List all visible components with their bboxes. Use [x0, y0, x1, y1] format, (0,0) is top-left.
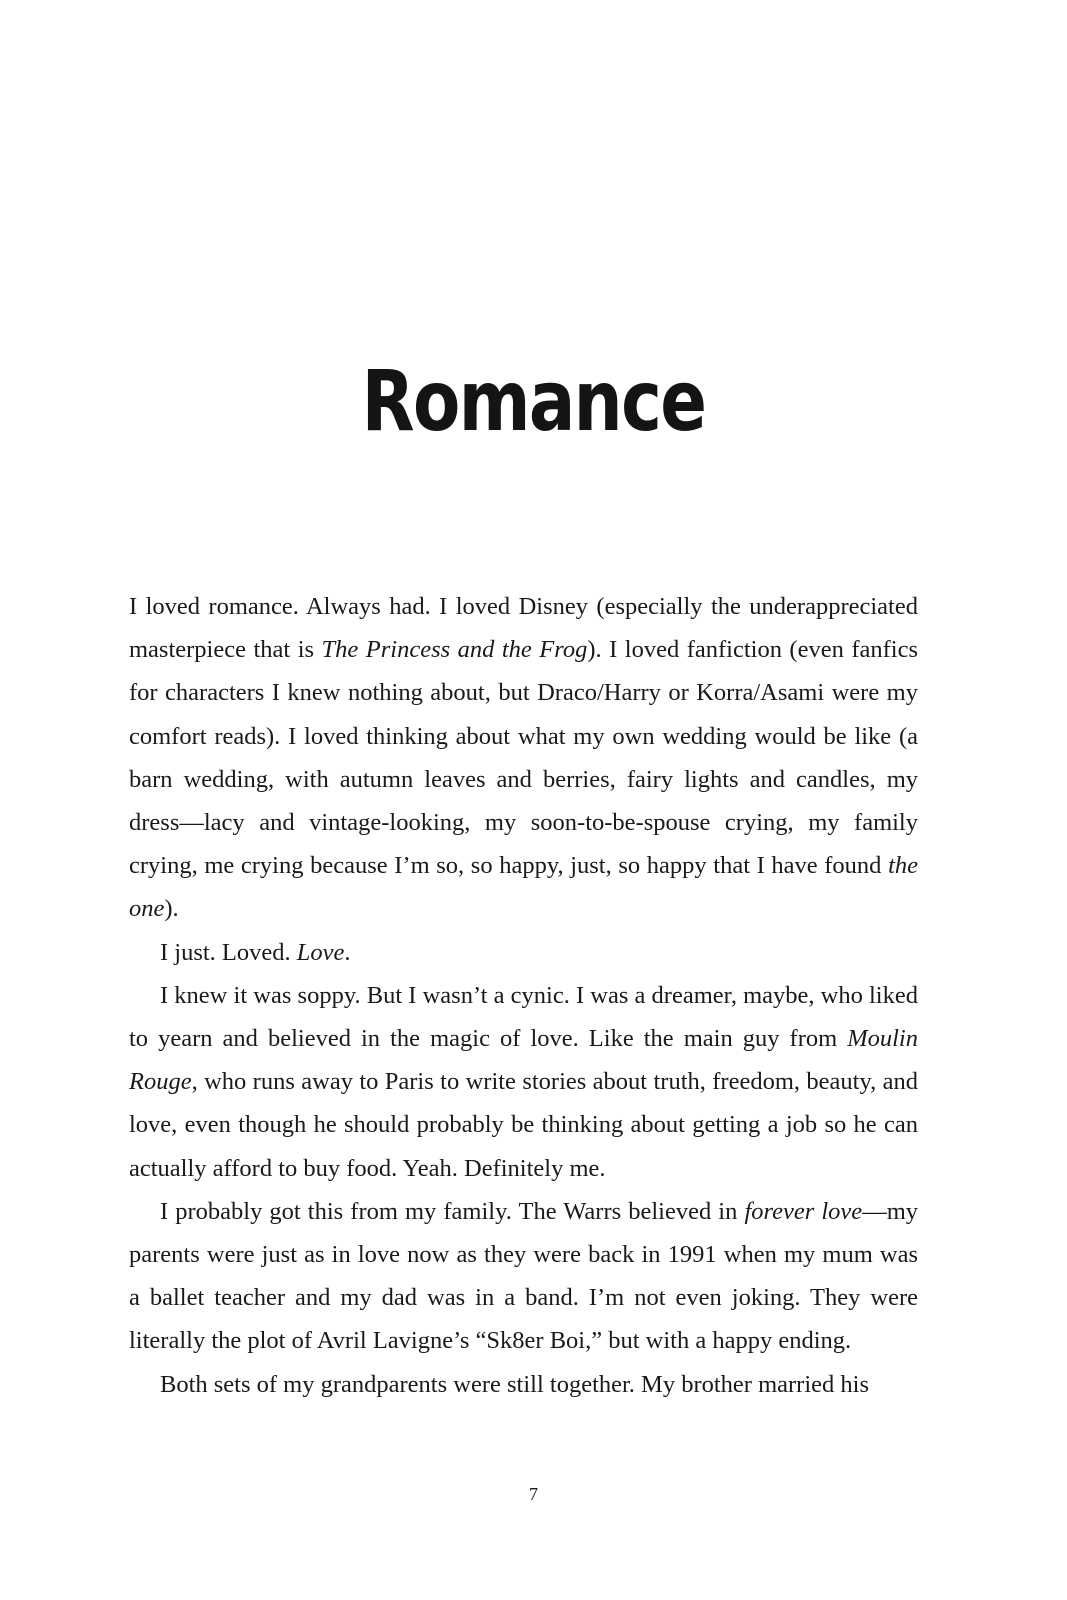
paragraph-text: Both sets of my grandparents were still together. My brother married his — [160, 1370, 869, 1398]
paragraph-text: , who runs away to Paris to write stories about truth, freedom, beauty, and love, even though he should probably be thinking about getting a job so he can actually afford to buy food. Yeah. Definitely me. — [129, 1068, 918, 1182]
paragraph — [129, 974, 918, 1190]
chapter-body — [129, 585, 918, 1406]
paragraph-text: I knew it was soppy. But I wasn’t a cynic. I was a dreamer, maybe, who liked to yearn and believed in the magic of love. Like the main guy from — [129, 981, 918, 1053]
paragraph-text: . — [344, 938, 351, 966]
paragraph-text: —my parents were just as in love now as they were back in 1991 when my mum was a ballet teacher and my dad was in a band. I’m not even joking. They were literally the plot of Avril Lavigne’s “Sk8er Boi,” but with a happy ending. — [129, 1197, 918, 1355]
emphasis-italic: the one — [129, 852, 918, 923]
paragraph-text: I probably got this from my family. The Warrs believed in — [160, 1197, 745, 1225]
paragraph — [129, 1363, 918, 1406]
paragraph — [129, 585, 918, 931]
emphasis-italic: forever love — [744, 1197, 863, 1225]
emphasis-italic: Love — [296, 938, 345, 966]
paragraph-text: I just. Loved. — [160, 938, 297, 966]
paragraph-text: ). — [164, 895, 179, 923]
paragraph — [129, 931, 918, 974]
film-title-italic: Moulin Rouge — [129, 1025, 918, 1096]
paragraph-text: I loved romance. Always had. I loved Disney (especially the underappreciated masterpiece that is — [129, 593, 918, 664]
page-number: 7 — [529, 1484, 538, 1504]
paragraph-text: ). I loved fanfiction (even fanfics for characters I knew nothing about, but Draco/Harry or Korra/Asami were my comfort reads). I loved thinking about what my own wedding would be like (a barn wedding, with autumn leaves and berries, fairy lights and candles, my dress—lacy and vintage-looking, my soon-to-be-spouse crying, my family crying, me crying because I’m so, so happy, just, so happy that I have found — [129, 636, 918, 880]
book-title-italic: The Princess and the Frog — [321, 636, 588, 664]
paragraph — [129, 1190, 918, 1363]
chapter-title: Romance — [361, 352, 706, 450]
